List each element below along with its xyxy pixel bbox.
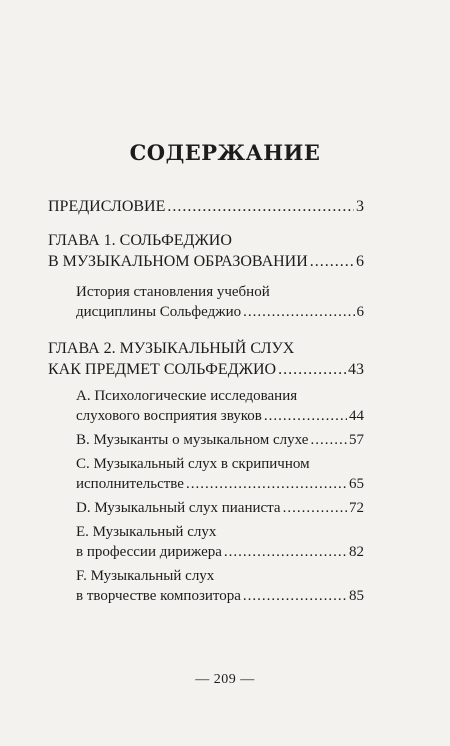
toc-entry-title-line: E. Музыкальный слух — [76, 524, 217, 540]
toc-entry-title-line: История становления учебной — [76, 284, 270, 300]
page-number-footer: — 209 — — [195, 672, 255, 687]
dot-leader — [167, 196, 354, 217]
toc-entry-title-line: C. Музыкальный слух в скрипичном — [76, 456, 310, 472]
toc-entry-section-e — [76, 522, 364, 562]
toc-entry-title: ПРЕДИСЛОВИЕ — [48, 198, 166, 215]
dot-leader — [310, 430, 347, 450]
toc-entry-title-line: ГЛАВА 1. СОЛЬФЕДЖИО — [48, 232, 232, 249]
toc-entry-title: дисциплины Сольфеджио — [76, 304, 242, 320]
toc-entry-title: КАК ПРЕДМЕТ СОЛЬФЕДЖИО — [48, 361, 277, 378]
toc-entry-section-a — [76, 386, 364, 426]
dot-leader — [264, 406, 347, 426]
toc-title: СОДЕРЖАНИЕ — [129, 140, 321, 165]
toc-entry-title: в профессии дирижера — [76, 544, 222, 560]
toc-entry-title-line: ГЛАВА 2. МУЗЫКАЛЬНЫЙ СЛУХ — [48, 340, 295, 357]
toc-page-number: 43 — [348, 361, 364, 378]
toc-page-number: 44 — [349, 408, 364, 424]
dot-leader — [283, 498, 347, 518]
dot-leader — [243, 586, 347, 606]
toc-page-number: 57 — [349, 432, 364, 448]
toc-entry-section-c — [76, 454, 364, 494]
dot-leader — [278, 359, 346, 380]
toc-page-number: 6 — [356, 253, 364, 270]
toc-entry-section-d — [76, 498, 364, 518]
toc-entry-history — [76, 282, 364, 322]
toc-entry-title: D. Музыкальный слух пианиста — [76, 500, 281, 516]
toc-page-number: 72 — [349, 500, 364, 516]
toc-page-number: 6 — [356, 304, 364, 320]
dot-leader — [310, 251, 354, 272]
toc-page-number: 65 — [349, 476, 364, 492]
toc-page-number: 82 — [349, 544, 364, 560]
toc-page-number: 3 — [356, 198, 364, 215]
dot-leader — [243, 302, 354, 322]
toc-entry-title: исполнительстве — [76, 476, 184, 492]
toc-entry-title-line: A. Психологические исследования — [76, 388, 298, 404]
toc-entry-title: слухового восприятия звуков — [76, 408, 262, 424]
toc-entry-preface — [48, 196, 364, 217]
toc-entry-title-line: F. Музыкальный слух — [76, 568, 215, 584]
toc-entry-section-f — [76, 566, 364, 606]
toc-page-number: 85 — [349, 588, 364, 604]
toc-entry-chapter-2 — [48, 338, 364, 380]
dot-leader — [186, 474, 347, 494]
toc-entry-title: В МУЗЫКАЛЬНОМ ОБРАЗОВАНИИ — [48, 253, 308, 270]
table-of-contents — [48, 196, 364, 606]
toc-entry-title: в творчестве композитора — [76, 588, 241, 604]
toc-entry-chapter-1 — [48, 230, 364, 272]
toc-entry-section-b — [76, 430, 364, 450]
dot-leader — [224, 542, 347, 562]
toc-entry-title: B. Музыканты о музыкальном слухе — [76, 432, 309, 448]
